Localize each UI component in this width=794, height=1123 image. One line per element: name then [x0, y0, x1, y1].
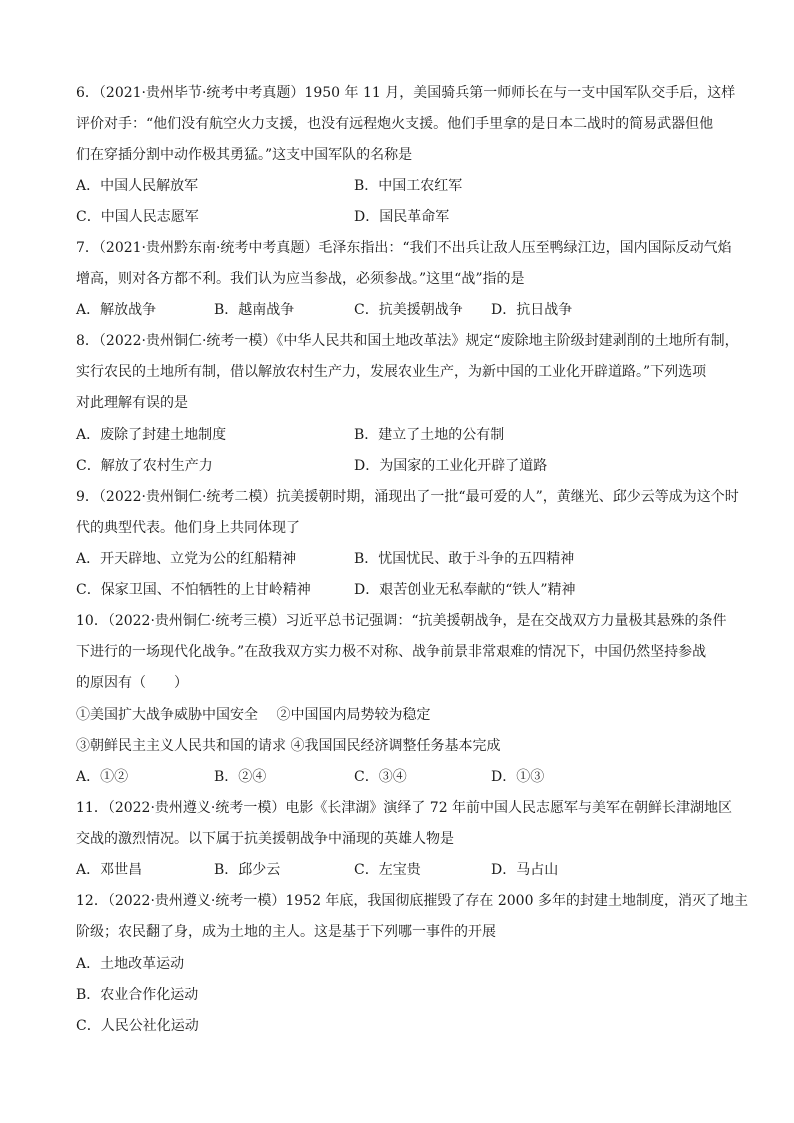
q9-option-c[interactable]: C．保家卫国、不怕牺牲的上甘岭精神 [76, 582, 311, 598]
q8-stem-line-2: 实行农民的土地所有制，借以解放农村生产力，发展农业生产，为新中国的工业化开辟道路。”下列选项 [76, 364, 707, 380]
q12-option-c[interactable]: C．人民公社化运动 [76, 1018, 199, 1034]
q7-stem-line-2: 增高，则对各方都不利。我们认为应当参战，必须参战。”这里“战”指的是 [76, 271, 525, 287]
q11-option-a[interactable]: A．邓世昌 [76, 862, 143, 878]
q8-option-c[interactable]: C．解放了农村生产力 [76, 458, 213, 474]
q11-option-d[interactable]: D．马占山 [491, 862, 559, 878]
q11-stem-line-1: 11．（2022·贵州遵义·统考一模）电影《长津湖》演绎了 72 年前中国人民志愿军与美军在朝鲜长津湖地区 [76, 800, 733, 816]
q9-stem-line-2: 代的典型代表。他们身上共同体现了 [76, 520, 300, 536]
q10-option-c[interactable]: C．③④ [354, 769, 407, 785]
q6-stem-line-3: 们在穿插分割中动作极其勇猛。”这支中国军队的名称是 [76, 147, 413, 163]
q8-option-d[interactable]: D．为国家的工业化开辟了道路 [354, 458, 548, 474]
q7-stem-line-1: 7．（2021·贵州黔东南·统考中考真题）毛泽东指出：“我们不出兵让敌人压至鸭绿江边，国内国际反动气焰 [76, 240, 732, 256]
q11-option-b[interactable]: B．邱少云 [214, 862, 281, 878]
q10-option-b[interactable]: B．②④ [214, 769, 267, 785]
q6-stem-line-2: 评价对手：“他们没有航空火力支援，也没有远程炮火支援。他们手里拿的是日本二战时的简易武器但他 [76, 116, 714, 132]
q7-option-a[interactable]: A．解放战争 [76, 302, 157, 318]
q7-option-c[interactable]: C．抗美援朝战争 [354, 302, 463, 318]
q9-option-d[interactable]: D．艰苦创业无私奉献的“铁人”精神 [354, 582, 576, 598]
q10-option-d[interactable]: D．①③ [491, 769, 545, 785]
q6-option-c[interactable]: C．中国人民志愿军 [76, 209, 199, 225]
q12-stem-line-2: 阶级；农民翻了身，成为土地的主人。这是基于下列哪一事件的开展 [76, 924, 496, 940]
q10-statement-line-2: ③朝鲜民主主义人民共和国的请求 ④我国国民经济调整任务基本完成 [76, 738, 501, 754]
q6-option-a[interactable]: A．中国人民解放军 [76, 178, 199, 194]
q12-stem-line-1: 12．（2022·贵州遵义·统考一模）1952 年底，我国彻底摧毁了存在 2000 多年的封建土地制度，消灭了地主 [76, 893, 748, 909]
q10-stem-line-2: 下进行的一场现代化战争。”在敌我双方实力极不对称、战争前景非常艰难的情况下，中国仍然坚持参战 [76, 644, 707, 660]
q10-statement-line-1: ①美国扩大战争威胁中国安全 ②中国国内局势较为稳定 [76, 707, 431, 723]
q11-option-c[interactable]: C．左宝贵 [354, 862, 421, 878]
q10-stem-line-3: 的原因有（ ） [76, 675, 188, 691]
q9-option-a[interactable]: A．开天辟地、立党为公的红船精神 [76, 551, 297, 567]
q6-option-b[interactable]: B．中国工农红军 [354, 178, 463, 194]
q10-option-a[interactable]: A．①② [76, 769, 129, 785]
q8-stem-line-3: 对此理解有误的是 [76, 395, 188, 411]
q12-option-b[interactable]: B．农业合作化运动 [76, 987, 199, 1003]
q9-stem-line-1: 9．（2022·贵州铜仁·统考二模）抗美援朝时期，涌现出了一批“最可爱的人”，黄继光、邱少云等成为这个时 [76, 489, 739, 505]
q7-option-d[interactable]: D．抗日战争 [491, 302, 573, 318]
q8-stem-line-1: 8．（2022·贵州铜仁·统考一模）《中华人民共和国土地改革法》规定“废除地主阶级封建剥削的土地所有制， [76, 333, 739, 349]
q9-option-b[interactable]: B．忧国忧民、敢于斗争的五四精神 [354, 551, 575, 567]
q7-option-b[interactable]: B．越南战争 [214, 302, 295, 318]
q8-option-a[interactable]: A．废除了封建土地制度 [76, 427, 227, 443]
q10-stem-line-1: 10．（2022·贵州铜仁·统考三模）习近平总书记强调：“抗美援朝战争，是在交战双方力量极其悬殊的条件 [76, 613, 727, 629]
q12-option-a[interactable]: A．土地改革运动 [76, 956, 185, 972]
q11-stem-line-2: 交战的激烈情况。以下属于抗美援朝战争中涌现的英雄人物是 [76, 831, 454, 847]
q6-stem-line-1: 6．（2021·贵州毕节·统考中考真题）1950 年 11 月，美国骑兵第一师师长在与一支中国军队交手后，这样 [76, 85, 736, 101]
q8-option-b[interactable]: B．建立了土地的公有制 [354, 427, 505, 443]
q6-option-d[interactable]: D．国民革命军 [354, 209, 450, 225]
